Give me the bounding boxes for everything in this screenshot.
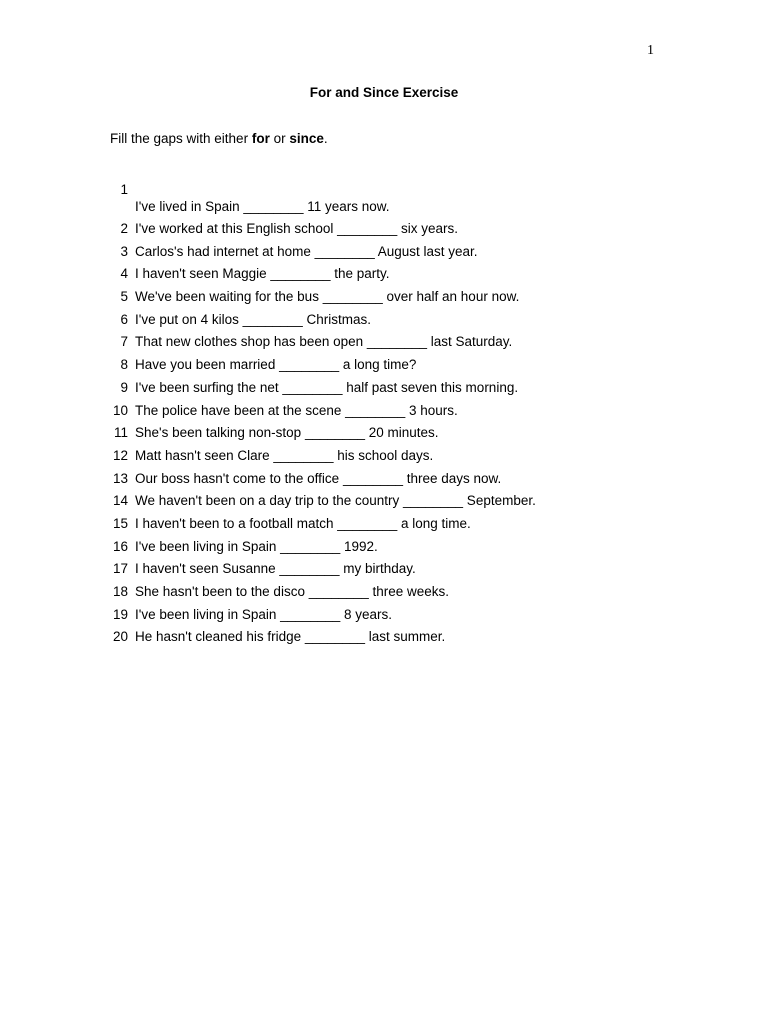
instructions-word-for: for bbox=[251, 131, 270, 146]
exercise-item bbox=[105, 377, 725, 400]
exercise-item bbox=[105, 331, 725, 354]
item-sentence: I've been living in Spain ________ 8 years. bbox=[135, 606, 393, 622]
exercise-item bbox=[105, 354, 725, 377]
exercise-item bbox=[105, 626, 725, 649]
instructions-prefix: Fill the gaps with either bbox=[110, 131, 252, 146]
item-number: 8 bbox=[120, 357, 128, 373]
instructions bbox=[110, 131, 328, 146]
exercise-item bbox=[105, 218, 725, 241]
exercise-item bbox=[105, 181, 725, 218]
page-title: For and Since Exercise bbox=[309, 85, 459, 100]
item-number: 12 bbox=[112, 447, 128, 463]
item-number: 14 bbox=[112, 493, 128, 509]
item-sentence: I've been living in Spain ________ 1992. bbox=[135, 538, 378, 554]
exercise-item bbox=[105, 468, 725, 491]
exercise-item bbox=[105, 558, 725, 581]
item-sentence: She's been talking non-stop ________ 20 minutes. bbox=[135, 425, 439, 441]
item-sentence: We haven't been on a day trip to the country ________ September. bbox=[135, 493, 536, 509]
item-number: 20 bbox=[112, 629, 128, 645]
instructions-word-since: since bbox=[289, 131, 324, 146]
item-sentence: He hasn't cleaned his fridge ________ last summer. bbox=[135, 629, 446, 645]
item-number: 19 bbox=[112, 606, 128, 622]
item-sentence: I've put on 4 kilos ________ Christmas. bbox=[135, 311, 371, 327]
exercise-item bbox=[105, 490, 725, 513]
exercise-item bbox=[105, 581, 725, 604]
item-sentence: We've been waiting for the bus ________ over half an hour now. bbox=[135, 289, 520, 305]
exercise-item bbox=[105, 263, 725, 286]
item-sentence: Carlos's had internet at home ________ August last year. bbox=[135, 243, 478, 259]
item-number: 18 bbox=[112, 584, 128, 599]
item-sentence: I've been surfing the net ________ half past seven this morning. bbox=[135, 379, 519, 395]
item-number: 10 bbox=[112, 402, 128, 418]
item-sentence: Have you been married ________ a long time? bbox=[135, 357, 417, 373]
item-number: 4 bbox=[120, 266, 128, 282]
item-sentence: Matt hasn't seen Clare ________ his school days. bbox=[135, 447, 434, 463]
exercise-item bbox=[105, 309, 725, 332]
item-number: 9 bbox=[120, 379, 128, 395]
page-number: 1 bbox=[647, 43, 654, 58]
item-sentence: I've lived in Spain ________ 11 years now. bbox=[135, 199, 390, 214]
exercise-item bbox=[105, 400, 725, 423]
exercise-item bbox=[105, 422, 725, 445]
item-sentence: I haven't seen Susanne ________ my birthday. bbox=[135, 561, 416, 577]
instructions-middle: or bbox=[269, 131, 290, 146]
item-number: 13 bbox=[112, 470, 128, 486]
exercise-item bbox=[105, 286, 725, 309]
exercise-item bbox=[105, 536, 725, 559]
item-sentence: That new clothes shop has been open ________ last Saturday. bbox=[135, 334, 513, 350]
exercise-item bbox=[105, 513, 725, 536]
item-number: 16 bbox=[112, 538, 128, 554]
item-number: 5 bbox=[120, 289, 128, 305]
item-number: 2 bbox=[120, 221, 128, 236]
exercise-list bbox=[105, 181, 725, 649]
item-number: 6 bbox=[120, 311, 128, 327]
exercise-item bbox=[105, 241, 725, 264]
item-number: 3 bbox=[120, 243, 128, 259]
item-number: 7 bbox=[120, 334, 128, 350]
item-sentence: She hasn't been to the disco ________ three weeks. bbox=[135, 584, 450, 599]
item-sentence: I've worked at this English school ________ six years. bbox=[135, 221, 459, 236]
exercise-item bbox=[105, 445, 725, 468]
exercise-item bbox=[105, 604, 725, 627]
item-number: 15 bbox=[112, 515, 128, 531]
item-sentence: Our boss hasn't come to the office ________ three days now. bbox=[135, 470, 502, 486]
instructions-suffix: . bbox=[323, 131, 328, 146]
item-sentence: The police have been at the scene ________ 3 hours. bbox=[135, 402, 458, 418]
item-number: 17 bbox=[112, 561, 128, 577]
item-sentence: I haven't seen Maggie ________ the party. bbox=[135, 266, 390, 282]
item-sentence: I haven't been to a football match ________ a long time. bbox=[135, 515, 471, 531]
item-number: 11 bbox=[113, 425, 128, 441]
item-number: 1 bbox=[120, 182, 128, 197]
